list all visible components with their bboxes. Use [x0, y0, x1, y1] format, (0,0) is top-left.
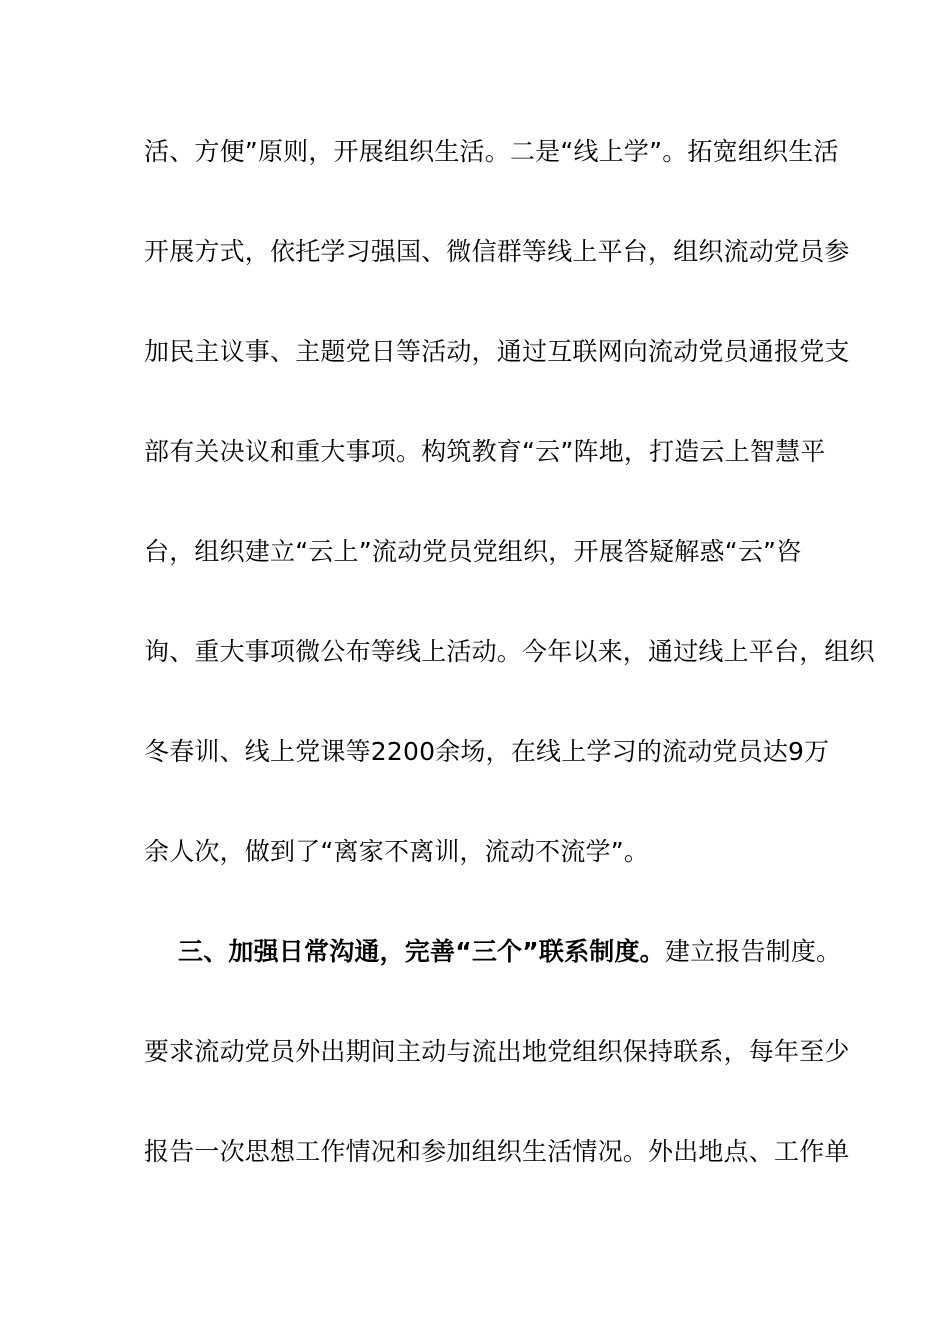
paragraph-line-4: 部有关决议和重大事项。构筑教育“云”阵地，打造云上智慧平 [144, 437, 826, 466]
paragraph-line-6: 询、重大事项微公布等线上活动。今年以来，通过线上平台，组织 [144, 637, 875, 666]
section-heading-line [144, 928, 842, 1028]
paragraph-line-10: 要求流动党员外出期间主动与流出地党组织保持联系，每年至少 [144, 1037, 850, 1066]
paragraph-line-2: 开展方式，依托学习强国、微信群等线上平台，组织流动党员参 [144, 237, 850, 266]
section-heading-continuation: 建立报告制度。 [664, 937, 842, 966]
section-heading: 三、加强日常沟通，完善“三个”联系制度。 [178, 937, 665, 966]
paragraph-line-3: 加民主议事、主题党日等活动，通过互联网向流动党员通报党支 [144, 337, 850, 366]
body-text [144, 128, 875, 1228]
paragraph-line-5: 台，组织建立“云上”流动党员党组织，开展答疑解惑“云”咨 [144, 537, 802, 566]
paragraph-line-7: 冬春训、线上党课等2200余场，在线上学习的流动党员达9万 [144, 737, 830, 766]
paragraph-line-1: 活、方便”原则，开展组织生活。二是“线上学”。拓宽组织生活 [144, 137, 839, 166]
paragraph-line-8: 余人次，做到了“离家不离训，流动不流学”。 [144, 837, 650, 866]
paragraph-line-11: 报告一次思想工作情况和参加组织生活情况。外出地点、工作单 [144, 1137, 850, 1166]
